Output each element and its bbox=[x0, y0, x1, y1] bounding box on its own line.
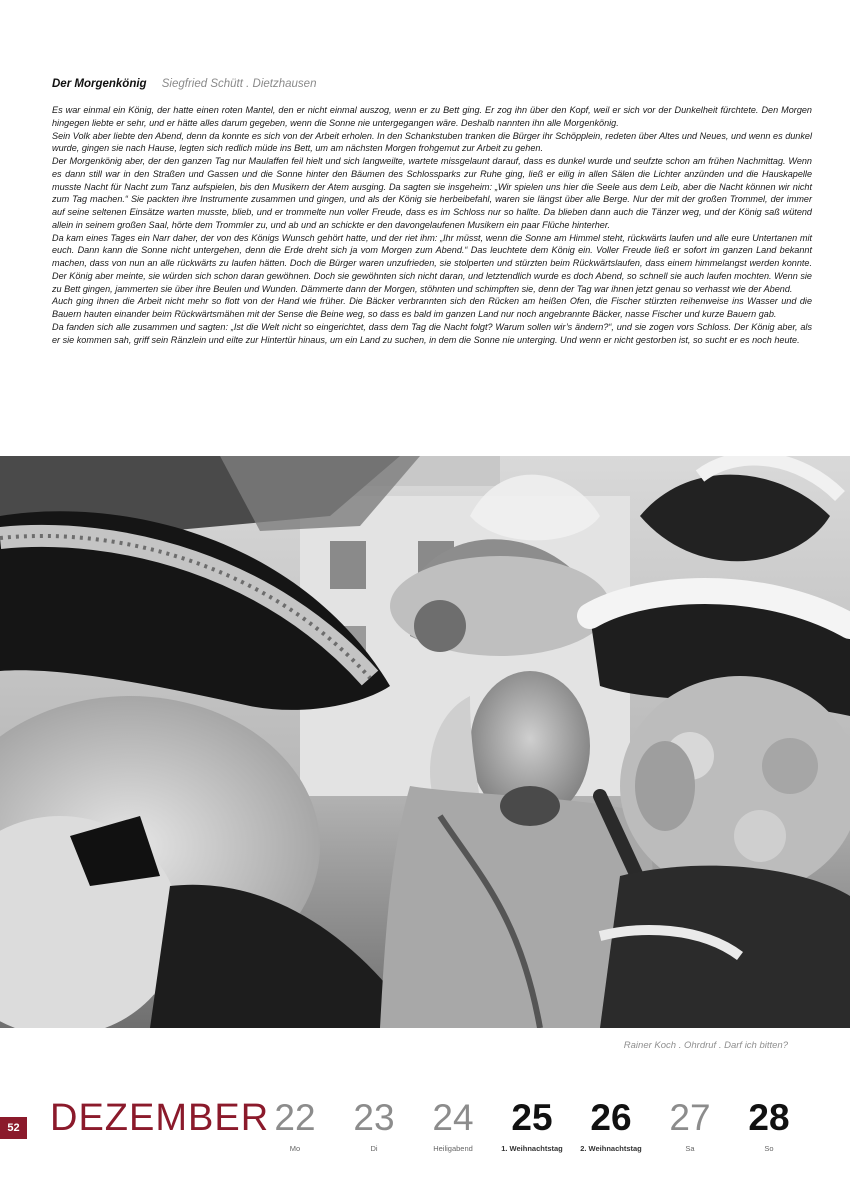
page-number: 52 bbox=[0, 1117, 27, 1139]
day-cell bbox=[645, 1099, 735, 1153]
day-number: 22 bbox=[274, 1097, 316, 1138]
story-paragraph: Der Morgenkönig aber, der den ganzen Tag nur Maulaffen feil hielt und sich langweilte, wartete missgelaunt darauf, dass es dunkel wurde und seufzte schon am frühen Nachmittag. Wenn es dann still war in den Straßen und Gassen und die Sonne hinter den Bäumen des Schlossparks zur Ruhe ging, ließ er eilig in allen Sälen die Lichter anzünden und die Hauskapelle musste Nacht für Nacht zum Tanz aufspielen, bis den Musikern der Atem ausging. Da sagten sie insgeheim: „Wir spielen uns hier die Seele aus dem Leib, aber die Nacht können wir nicht zum Tag machen.“ Sie packten ihre Instrumente zusammen und gingen, und als der König sie herbeibefahl, waren sie längst über alle Berge. Nur der mit der großen Trommel, der immer auf seine seltenen Einsätze warten musste, blieb, und er trommelte nun voller Freude, dass es im Schloss nur so hallte. Da blieben dann auch die Tänzer weg, und der König saß wütend allein in seinem großen Saal, hörte dem Trommler zu, und ab und an schickte er den davongelaufenen Musikern ein paar Flüche hinterher. bbox=[52, 156, 812, 230]
story-section bbox=[52, 78, 812, 346]
day-number: 23 bbox=[353, 1097, 395, 1138]
story-paragraph: Sein Volk aber liebte den Abend, denn da konnte es sich von der Arbeit erholen. In den Schankstuben tranken die Bürger ihr Schöpplein, redeten über Altes und Neues, und wenn es dunkel wurde, gingen sie nach Hause, legten sich redlich müde ins Bett, um am nächsten Morgen frohgemut zur Arbeit zu gehen. bbox=[52, 130, 812, 154]
day-label: 2. Weihnachtstag bbox=[580, 1144, 642, 1153]
story-paragraph: Da fanden sich alle zusammen und sagten: „Ist die Welt nicht so eingerichtet, dass dem Tag die Nacht folgt? Warum sollen wir’s ändern?“, und sie zogen vors Schloss. Der König aber, als er sie kommen sah, griff sein Ränzlein und eilte zur Hintertür hinaus, um ein Land zu suchen, in dem die Sonne nie unterging. Und wenn er nicht gestorben ist, so sucht er es noch heute. bbox=[52, 321, 812, 345]
story-paragraph: Da kam eines Tages ein Narr daher, der von des Königs Wunsch gehört hatte, und der riet ihm: „Ihr müsst, wenn die Sonne am Himmel steht, rückwärts laufen und alle eure Untertanen mit euch. Dann kann die Sonne nicht untergehen, denn die Erde dreht sich ja vom Morgen zum Abend.“ Das leuchtete dem König ein. Voller Freude ließ er sofort im ganzen Land bekannt machen, dass von nun an alle rückwärts zu laufen hätten. Doch die Bürger waren unzufrieden, sie stolperten und stürzten beim Rückwärtslaufen, dass einem himmelangst werden konnte. Der König aber meinte, sie würden sich schon daran gewöhnen. Doch sie gewöhnten sich nicht daran, und letztendlich wurde es doch Abend, so schnell sie auch laufen mochten. Wenn sie zu Bett gingen, jammerten sie über ihre Beulen und Wunden. Dämmerte dann der Morgen, stöhnten und schimpften sie, denn der Tag war ihnen jetzt genau so verhasst wie der Abend. bbox=[52, 232, 812, 294]
day-number: 24 bbox=[432, 1097, 474, 1138]
day-label: Mo bbox=[289, 1144, 301, 1153]
carnival-photo bbox=[0, 456, 850, 1028]
day-cell bbox=[566, 1099, 656, 1153]
photo-caption: Rainer Koch . Ohrdruf . Darf ich bitten? bbox=[623, 1040, 788, 1051]
day-number: 26 bbox=[590, 1097, 632, 1138]
day-cell bbox=[724, 1099, 814, 1153]
story-title: Der Morgenkönig bbox=[52, 78, 147, 90]
day-number: 25 bbox=[511, 1097, 553, 1138]
story-body bbox=[52, 104, 812, 346]
day-cell bbox=[408, 1099, 498, 1153]
day-label: Di bbox=[370, 1144, 378, 1153]
story-author: Siegfried Schütt . Dietzhausen bbox=[161, 78, 317, 90]
story-header bbox=[52, 78, 812, 90]
day-cell bbox=[250, 1099, 340, 1153]
day-cell bbox=[487, 1099, 577, 1153]
story-paragraph: Es war einmal ein König, der hatte einen roten Mantel, den er nicht einmal auszog, wenn er zu Bett ging. Er zog ihn über den Kopf, weil er sich vor der Dunkelheit fürchtete. Den Morgen hingegen liebte er sehr, und er hätte alles darum gegeben, wenn die Sonne nie untergegangen wäre. Deshalb nannten ihn alle Morgenkönig. bbox=[52, 105, 812, 128]
day-label: Sa bbox=[685, 1144, 695, 1153]
day-label: 1. Weihnachtstag bbox=[501, 1144, 563, 1153]
day-number: 28 bbox=[748, 1097, 790, 1138]
photo-illustration bbox=[0, 456, 850, 1028]
day-cell bbox=[329, 1099, 419, 1153]
day-number: 27 bbox=[669, 1097, 711, 1138]
day-label: Heiligabend bbox=[433, 1144, 473, 1153]
month-title: DEZEMBER bbox=[50, 1097, 270, 1139]
day-label: So bbox=[764, 1144, 774, 1153]
story-paragraph: Auch ging ihnen die Arbeit nicht mehr so flott von der Hand wie früher. Die Bäcker verbrannten sich den Rücken am heißen Ofen, die Fischer stürzten reihenweise ins Wasser und die Bauern hauten einander beim Rückwärtsmähen mit der Sense die Beine weg, so dass es bald im ganzen Land nur noch angebrannte Bäcker, nasse Fischer und kurze Bauern gab. bbox=[52, 296, 812, 319]
